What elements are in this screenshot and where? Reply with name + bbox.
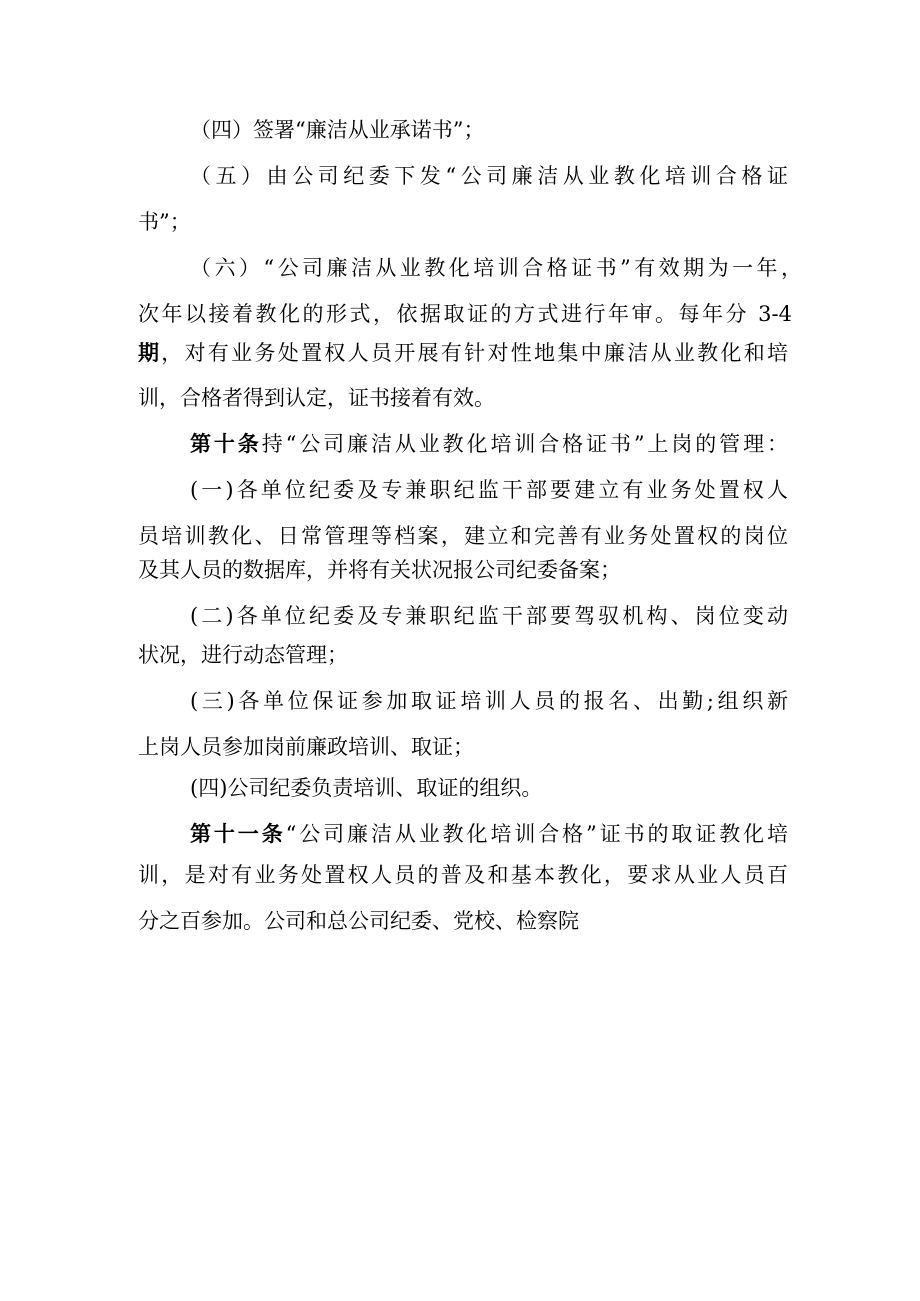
article-text: “公司廉洁从业教化培训合格”证书的取证教化培 [285,822,788,846]
bold-term: 期 [138,340,162,365]
paragraph-line: (三)各单位保证参加取证培训人员的报名、出勤;组织新 [190,689,788,713]
paragraph-line: （六）“公司廉洁从业教化培训合格证书”有效期为一年， [190,256,802,280]
paragraph-line [138,340,788,366]
paragraph-text: ，对有业务处置权人员开展有针对性地集中廉洁从业教化和培 [161,341,788,365]
paragraph-line: (二)各单位纪委及专兼职纪监干部要驾驭机构、岗位变动 [190,604,788,628]
article-number: 第十一条 [190,821,286,846]
paragraph-line: 分之百参加。公司和总公司纪委、党校、检察院 [138,909,579,933]
paragraph-line: 训，是对有业务处置权人员的普及和基本教化，要求从业人员百 [138,863,788,887]
paragraph-line: 状况，进行动态管理； [138,643,348,667]
paragraph-line: 员培训教化、日常管理等档案，建立和完善有业务处置权的岗位 [138,524,788,548]
article-text: 持“公司廉洁从业教化培训合格证书”上岗的管理： [261,432,788,456]
paragraph-line: 及其人员的数据库，并将有关状况报公司纪委备案； [138,558,621,582]
article-number: 第十条 [190,431,262,456]
paragraph-line: （五）由公司纪委下发“公司廉洁从业教化培训合格证 [190,164,788,188]
paragraph-line: (四)公司纪委负责培训、取证的组织。 [190,776,543,800]
article-heading-line [190,821,788,847]
paragraph-line: (一)各单位纪委及专兼职纪监干部要建立有业务处置权人 [190,478,788,502]
article-heading-line [190,431,788,457]
paragraph-line: 训，合格者得到认定，证书接着有效。 [138,386,495,410]
paragraph-line: 上岗人员参加岗前廉政培训、取证； [138,735,474,759]
paragraph-line: 次年以接着教化的形式，依据取证的方式进行年审。每年分 3-4 [138,302,792,326]
paragraph-line: 书”； [138,210,191,234]
paragraph-line: （四）签署“廉洁从业承诺书”； [190,118,485,142]
